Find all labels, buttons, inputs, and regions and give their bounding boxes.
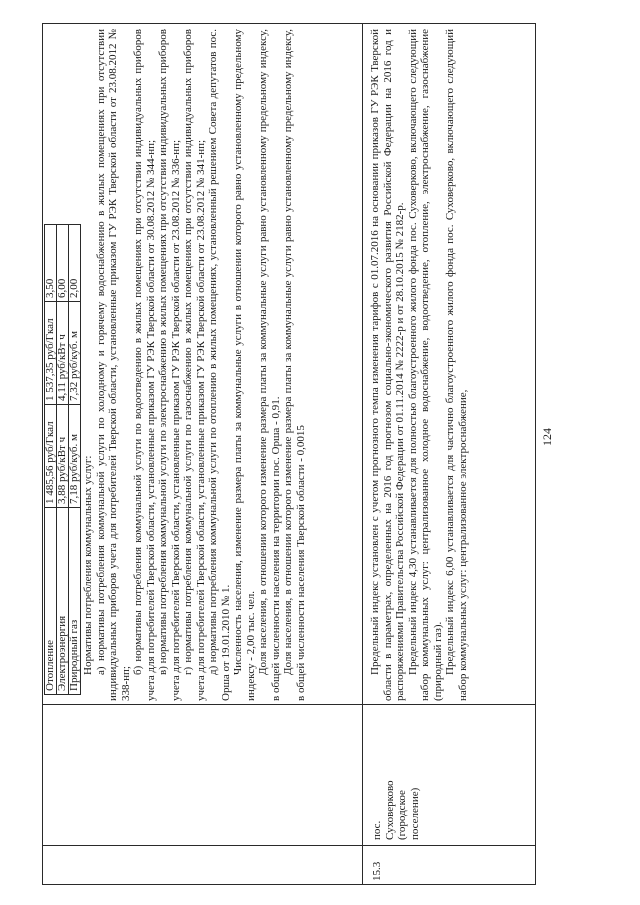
tariff-cell: 7,18 руб/куб. м xyxy=(69,405,81,508)
tariff-cell: 7,32 руб/куб. м xyxy=(69,302,81,405)
paragraph: Предельный индекс установлен с учетом прогнозного темпа изменения тарифов с 01.07.2016 на основании приказов ГУ РЭК Тверской области в параметрах, определенных на 2016 год прогнозом социально-экономического развития Российской Федерации на 2016 год и распоряжениями Правительства Российской Федерации от 01.11.2014 № 2222-р и от 28.10.2015 № 2182-р. xyxy=(369,29,406,701)
paragraph: Численность населения, изменение размера платы за коммунальные услуги в отношении которого равно установленному предельному индексу - 2,00 тыс. чел. xyxy=(232,29,257,701)
municipality-name xyxy=(371,780,421,840)
paragraph: Предельный индекс 4,30 устанавливается для полностью благоустроенного жилого фонда пос. Суховерково, включающего следующий набор коммунальных услуг: централизованное холодное водоснабжение, водоотведение, отопление, электроснабжение, газоснабжение (природный газ). xyxy=(406,29,444,701)
municipality-name-line: пос. xyxy=(371,820,383,840)
table-border-bottom xyxy=(535,23,536,885)
paragraph: а) нормативы потребления коммунальной услуги по холодному и горячему водоснабжению в жилых помещениях при отсутствии индивидуальных приборов учета для потребителей Тверской области, установленные приказом ГУ РЭК Тверской области от 23.08.2012 № 338-нп; xyxy=(94,29,132,701)
paragraph: б) нормативы потребления коммунальной услуги по водоотведению в жилых помещениях при отсутствии индивидуальных приборов учета для потребителей Тверской области, установленные приказом ГУ РЭК Тверской области от 30.08.2012 № 344-нп; xyxy=(132,29,157,701)
row-content xyxy=(44,29,307,701)
municipality-name-line: Суховерково xyxy=(383,780,396,840)
row-number: 15.3 xyxy=(371,861,383,881)
municipality-name-line: (городское xyxy=(396,790,409,840)
rates-row xyxy=(57,225,69,695)
paragraph: Доля населения, в отношении которого изменение размера платы за коммунальные услуги равно установленному предельному индексу, в общей численности населения на территории пос. Орша - 0,91. xyxy=(257,29,282,701)
tariff-cell: 4,11 руб/кВт ч xyxy=(57,302,69,405)
service-cell: Отопление xyxy=(45,508,57,695)
table-row-continued xyxy=(44,29,360,701)
paragraph: в) нормативы потребления коммунальной услуги по электроснабжению в жилых помещениях при отсутствии индивидуальных приборов учета для потребителей Тверской области, установленные приказом ГУ РЭК Тверской области от 23.08.2012 № 336-нп; xyxy=(157,29,182,701)
rates-row xyxy=(69,225,81,695)
row-content-text xyxy=(369,29,469,701)
tariff-cell: 3,88 руб/кВт ч xyxy=(57,405,69,508)
table-row-15-3 xyxy=(363,24,535,885)
increase-cell: 2,00 xyxy=(69,225,81,302)
rates-row xyxy=(45,225,57,695)
service-cell: Природный газ xyxy=(69,508,81,695)
paragraph: г) нормативы потребления коммунальной услуги по газоснабжению в жилых помещениях при отсутствии индивидуальных приборов учета для потребителей Тверской области, установленные приказом ГУ РЭК Тверской области от 23.08.2012 № 341-нп; xyxy=(182,29,207,701)
table-border-top xyxy=(42,23,43,885)
increase-cell: 3,50 xyxy=(45,225,57,302)
paragraph: д) нормативы потребления коммунальной услуги по отоплению в жилых помещениях, установленный решением Совета депутатов пос. Орша от 19.01.2010 № 1. xyxy=(207,29,232,701)
rates-table xyxy=(44,224,81,695)
tariff-cell: 1 485,56 руб/Гкал xyxy=(45,405,57,508)
paragraph: Доля населения, в отношении которого изменение размера платы за коммунальные услуги равно установленному предельному индексу, в общей численности населения Тверской области - 0,0015 xyxy=(282,29,307,701)
tariff-table xyxy=(42,23,536,885)
municipality-name-line: поселение) xyxy=(408,787,421,840)
paragraph: Нормативы потребления коммунальных услуг: xyxy=(82,455,94,675)
increase-cell: 6,00 xyxy=(57,225,69,302)
service-cell: Электроэнергия xyxy=(57,508,69,695)
page-number: 124 xyxy=(540,428,554,446)
row-content xyxy=(369,29,533,701)
paragraph: Предельный индекс 6,00 устанавливается для частично благоустроенного жилого фонда пос. Суховерково, включающего следующий набор коммунальных услуг: централизованное электроснабжение, xyxy=(444,29,469,701)
tariff-cell: 1 537,35 руб/Гкал xyxy=(45,302,57,405)
